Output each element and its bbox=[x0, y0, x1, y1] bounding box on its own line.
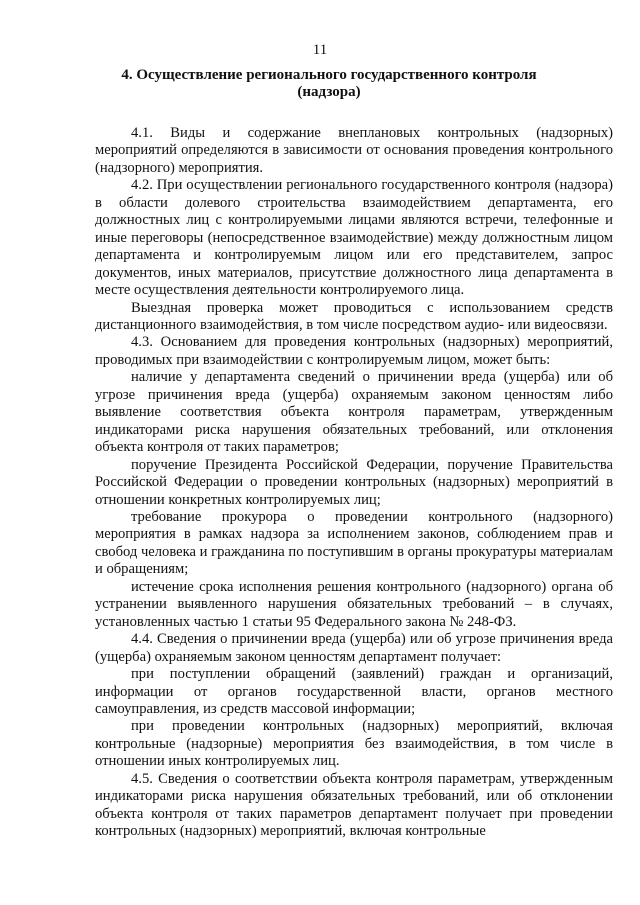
paragraph-4-3: 4.3. Основанием для проведения контрольных (надзорных) мероприятий, проводимых при взаимодействии с контролируемым лицом, может быть: bbox=[95, 334, 613, 368]
paragraph-remote-inspection: Выездная проверка может проводиться с использованием средств дистанционного взаимодействия, в том числе посредством аудио- или видеосвязи. bbox=[95, 299, 613, 333]
paragraph-4-5: 4.5. Сведения о соответствии объекта контроля параметрам, утвержденным индикаторами риска нарушения обязательных требований, или об отклонении объекта контроля от таких параметров департамент получает при проведении контрольных (надзорных) мероприятий, включая контрольные bbox=[95, 770, 613, 840]
paragraph-4-1: 4.1. Виды и содержание внеплановых контрольных (надзорных) мероприятий определяются в зависимости от основания проведения контрольного (надзорного) мероприятия. bbox=[95, 125, 613, 176]
document-body bbox=[95, 125, 613, 841]
section-heading: 4. Осуществление регионального государственного контроля (надзора) bbox=[121, 67, 537, 100]
paragraph-4-2: 4.2. При осуществлении регионального государственного контроля (надзора) в области долевого строительства взаимодействием департамента, его должностных лиц с контролируемыми лицами являются встречи, телефонные и иные переговоры (непосредственное взаимодействие) между должностным лицом департамента и контролируемым лицом или его представителем, запрос документов, иных материалов, присутствие должностного лица департамента в месте осуществления деятельности контролируемого лица. bbox=[95, 177, 613, 299]
paragraph-4-4: 4.4. Сведения о причинении вреда (ущерба) или об угрозе причинения вреда (ущерба) охраняемым законом ценностям департамент получает: bbox=[95, 631, 613, 665]
paragraph-ground-president-order: поручение Президента Российской Федерации, поручение Правительства Российской Федерации о проведении контрольных (надзорных) мероприятий в отношении конкретных контролируемых лиц; bbox=[95, 456, 613, 508]
paragraph-source-inspections: при проведении контрольных (надзорных) мероприятий, включая контрольные (надзорные) мероприятия без взаимодействия, в том числе в отношении иных контролируемых лиц. bbox=[95, 718, 613, 770]
page-number: 11 bbox=[312, 42, 328, 58]
paragraph-ground-deadline: истечение срока исполнения решения контрольного (надзорного) органа об устранении выявленного нарушения обязательных требований – в случаях, установленных частью 1 статьи 95 Федерального закона № 248-ФЗ. bbox=[95, 578, 613, 630]
paragraph-source-appeals: при поступлении обращений (заявлений) граждан и организаций, информации от органов государственной власти, органов местного самоуправления, из средств массовой информации; bbox=[95, 666, 613, 717]
paragraph-ground-harm-info: наличие у департамента сведений о причинении вреда (ущерба) или об угрозе причинения вреда (ущерба) охраняемым законом ценностям либо выявление соответствия объекта контроля параметрам, утвержденным индикаторами риска нарушения обязательных требований, или отклонения объекта контроля от таких параметров; bbox=[95, 369, 613, 456]
paragraph-ground-prosecutor: требование прокурора о проведении контрольного (надзорного) мероприятия в рамках надзора за исполнением законов, соблюдением прав и свобод человека и гражданина по поступившим в органы прокуратуры материалам и обращениям; bbox=[95, 508, 613, 578]
